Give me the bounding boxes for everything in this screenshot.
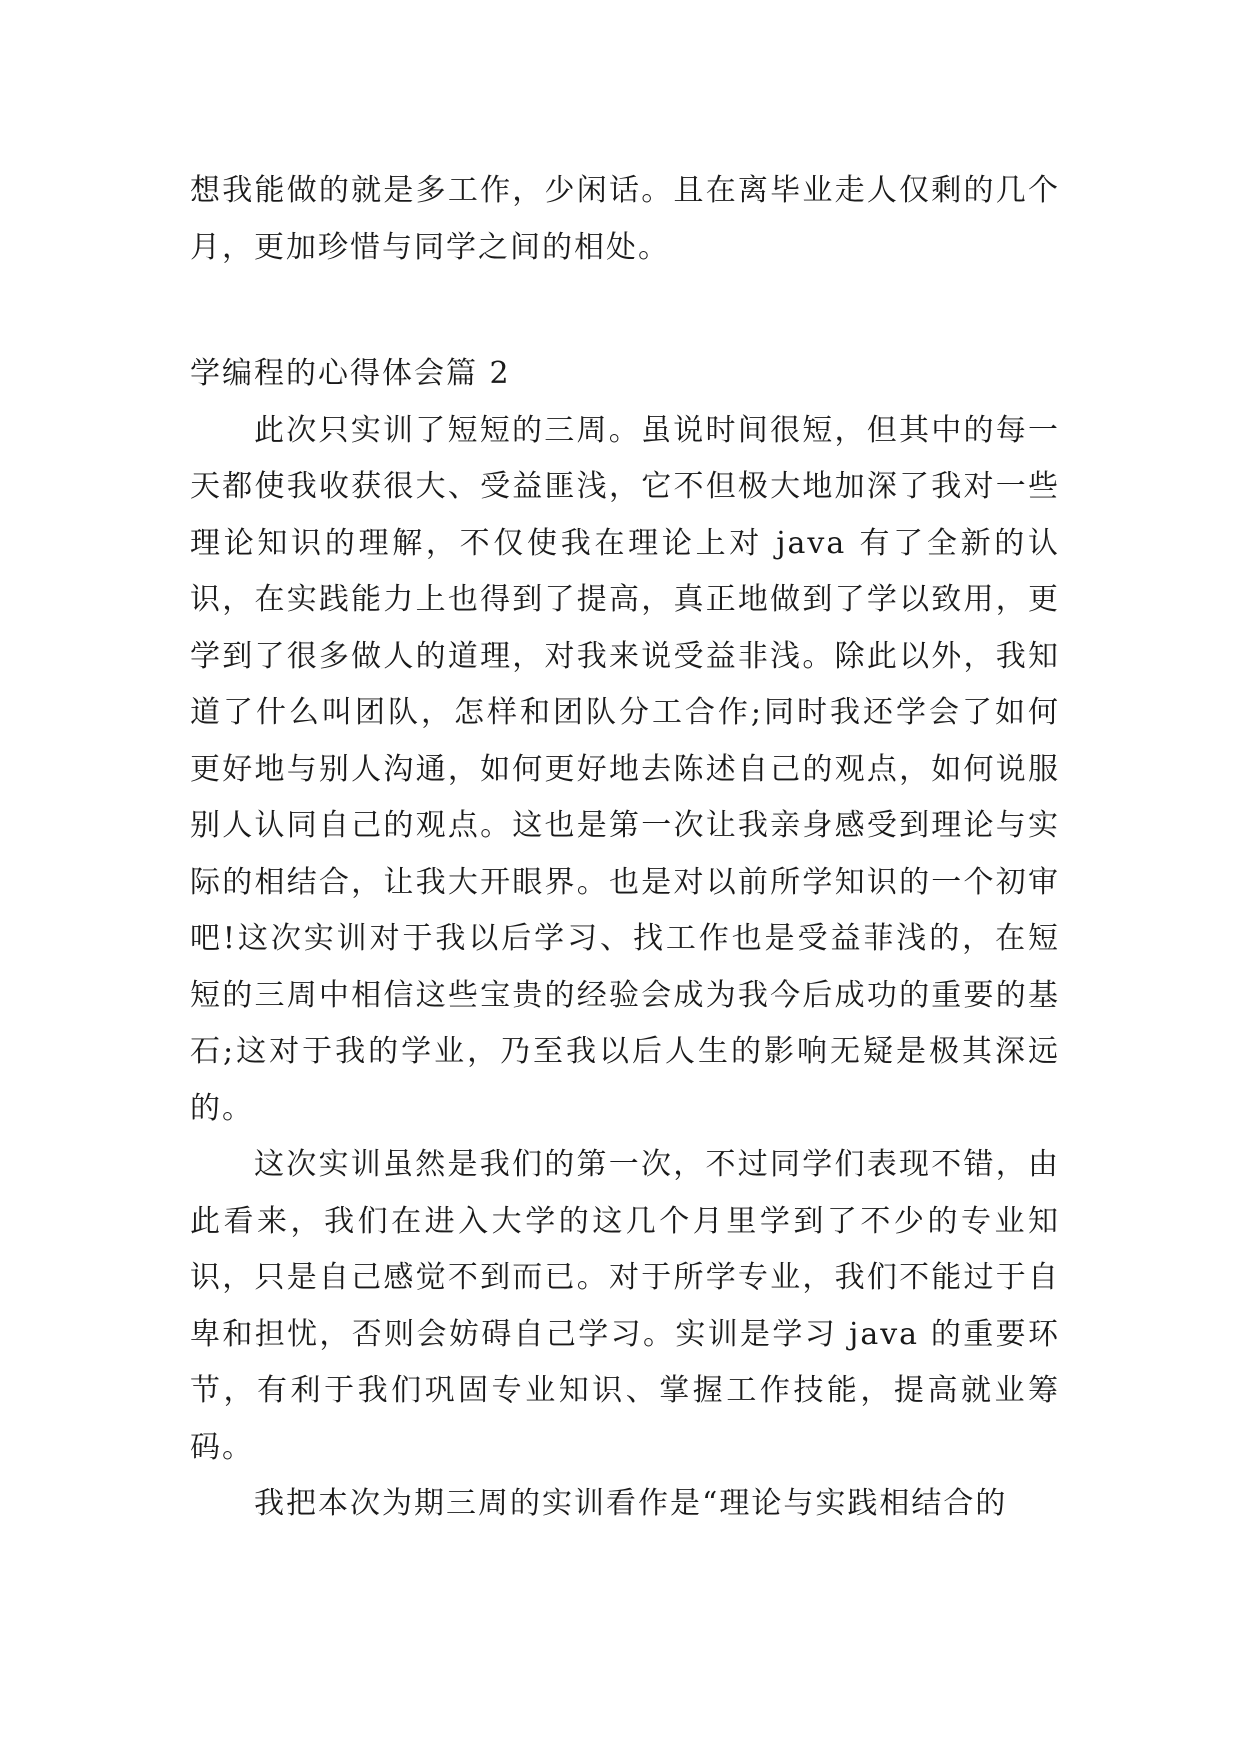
- paragraph-2: 这次实训虽然是我们的第一次，不过同学们表现不错，由此看来，我们在进入大学的这几个月里学到了不少的专业知识，只是自己感觉不到而已。对于所学专业，我们不能过于自卑和担忧，否则会妨碍自己学习。实训是学习 java 的重要环节，有利于我们巩固专业知识、掌握工作技能，提高就业筹码。: [190, 1147, 1060, 1465]
- paragraph-continued: 想我能做的就是多工作，少闲话。且在离毕业走人仅剩的几个月，更加珍惜与同学之间的相处。: [190, 173, 1060, 265]
- document-body: [190, 163, 1060, 1533]
- paragraph-1: 此次只实训了短短的三周。虽说时间很短，但其中的每一天都使我收获很大、受益匪浅，它不但极大地加深了我对一些理论知识的理解，不仅使我在理论上对 java 有了全新的认识，在实践能力上也得到了提高，真正地做到了学以致用，更学到了很多做人的道理，对我来说受益非浅。除此以外，我知道了什么叫团队，怎样和团队分工合作;同时我还学会了如何更好地与别人沟通，如何更好地去陈述自己的观点，如何说服别人认同自己的观点。这也是第一次让我亲身感受到理论与实际的相结合，让我大开眼界。也是对以前所学知识的一个初审吧!这次实训对于我以后学习、找工作也是受益菲浅的，在短短的三周中相信这些宝贵的经验会成为我今后成功的重要的基石;这对于我的学业，乃至我以后人生的影响无疑是极其深远的。: [190, 412, 1060, 1126]
- section-title: 学编程的心得体会篇 2: [190, 356, 511, 391]
- paragraph-3: 我把本次为期三周的实训看作是“理论与实践相结合的: [254, 1486, 1008, 1521]
